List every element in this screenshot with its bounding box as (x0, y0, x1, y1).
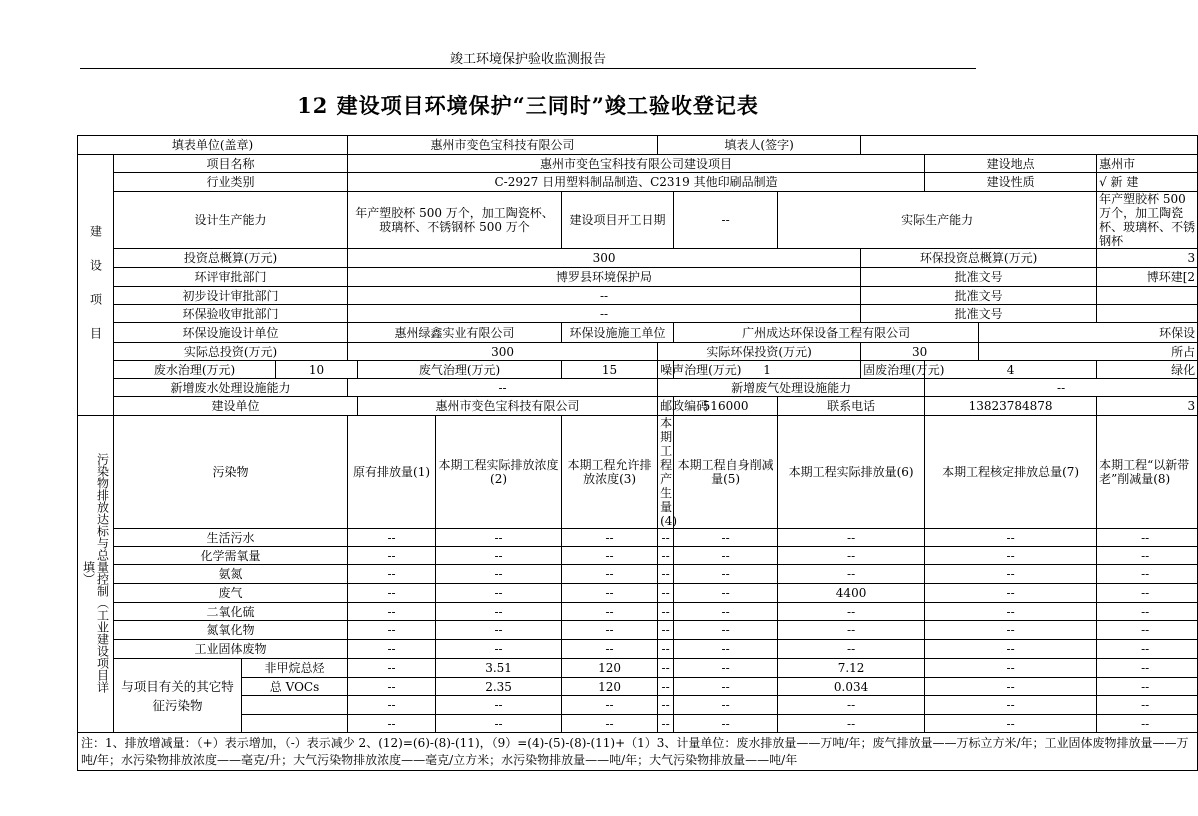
special-pollutant-name (242, 696, 348, 715)
cell: -- (348, 621, 436, 640)
approval-no-label-2: 批准文号 (861, 287, 1097, 305)
cell: -- (925, 529, 1097, 547)
cell: -- (1097, 659, 1198, 678)
cell: -- (348, 529, 436, 547)
special-pollutant-row (78, 659, 1198, 678)
pollutant-row (78, 547, 1198, 565)
approval-no-label-1: 批准文号 (861, 268, 1097, 287)
special-pollutant-row (78, 715, 1198, 733)
design-capacity-label: 设计生产能力 (114, 192, 348, 249)
special-pollutant-row (78, 678, 1198, 696)
header-rule (80, 68, 976, 69)
postcode-label: 邮政编码 (658, 397, 674, 416)
cell: -- (348, 678, 436, 696)
cell: -- (778, 529, 925, 547)
phone-label: 联系电话 (778, 397, 925, 416)
construction-unit-label: 建设单位 (114, 397, 358, 416)
cell: -- (674, 603, 778, 621)
cell: 7.12 (778, 659, 925, 678)
project-name-value: 惠州市变色宝科技有限公司建设项目 (348, 155, 925, 173)
cell: -- (658, 547, 674, 565)
cell: -- (674, 696, 778, 715)
pollutant-name: 氨氮 (114, 565, 348, 584)
site-value: 惠州市 (1097, 155, 1198, 173)
cell: -- (562, 565, 658, 584)
start-date-value: -- (674, 192, 778, 249)
cell: -- (925, 659, 1097, 678)
cell: -- (1097, 715, 1198, 733)
cell: -- (562, 696, 658, 715)
waste-gas-cost-value: 15 (562, 361, 658, 379)
postcode-value: 516000 (674, 397, 778, 416)
env-design-unit-value: 惠州绿鑫实业有限公司 (348, 323, 562, 343)
phone-value: 13823784878 (925, 397, 1097, 416)
cell: -- (348, 565, 436, 584)
cell: -- (778, 640, 925, 659)
new-waste-gas-capacity-value: -- (925, 379, 1198, 397)
special-pollutant-name (242, 715, 348, 733)
cell: -- (778, 621, 925, 640)
cell: -- (436, 547, 562, 565)
greening-cost-label: 绿化 (1097, 361, 1198, 379)
total-investment-label: 实际总投资(万元) (114, 343, 348, 361)
section-pollutant-emission (78, 416, 114, 733)
cell: -- (674, 547, 778, 565)
cell: -- (562, 603, 658, 621)
pollutant-header: 污染物 (114, 416, 348, 529)
cell: -- (658, 678, 674, 696)
cell: -- (925, 584, 1097, 603)
cell: 3.51 (436, 659, 562, 678)
project-name-label: 项目名称 (114, 155, 348, 173)
cell: -- (436, 640, 562, 659)
construction-unit-extra: 3 (1097, 397, 1198, 416)
cell: 0.034 (778, 678, 925, 696)
total-investment-value: 300 (348, 343, 658, 361)
new-wastewater-capacity-label: 新增废水处理设施能力 (114, 379, 348, 397)
cell: -- (925, 696, 1097, 715)
section-construction-project (78, 155, 114, 416)
filler-signature (861, 136, 1198, 155)
cell: -- (658, 659, 674, 678)
cell: -- (674, 529, 778, 547)
fill-unit-label: 填表单位(盖章) (78, 136, 348, 155)
pollutant-name: 工业固体废物 (114, 640, 348, 659)
cell: -- (348, 715, 436, 733)
cell: -- (562, 640, 658, 659)
wastewater-cost-label: 废水治理(万元) (114, 361, 276, 379)
cell: -- (562, 547, 658, 565)
filler-label: 填表人(签字) (658, 136, 861, 155)
prelim-dept-label: 初步设计审批部门 (114, 287, 348, 305)
cell: -- (674, 715, 778, 733)
waste-gas-cost-label: 废气治理(万元) (358, 361, 562, 379)
approval-no-value-2 (1097, 287, 1198, 305)
cell: -- (1097, 565, 1198, 584)
noise-cost-label: 噪声治理(万元) (658, 361, 674, 379)
solid-waste-cost-value: 4 (925, 361, 1097, 379)
investment-value: 300 (348, 249, 861, 268)
cell: -- (348, 659, 436, 678)
cell: -- (348, 584, 436, 603)
investment-label: 投资总概算(万元) (114, 249, 348, 268)
approval-no-label-3: 批准文号 (861, 305, 1097, 323)
approval-no-value-3 (1097, 305, 1198, 323)
section-pollutant-label: 污染物排放达标与总量控制（工业建设项目详填） (81, 452, 110, 693)
cell: -- (436, 603, 562, 621)
col-generation: 本期工程产生量(4) (658, 416, 674, 529)
site-label: 建设地点 (925, 155, 1097, 173)
page-header: 竣工环境保护验收监测报告 (449, 52, 606, 67)
cell: -- (348, 547, 436, 565)
eia-dept-label: 环评审批部门 (114, 268, 348, 287)
registration-table-wrap (77, 135, 1196, 767)
pollutant-row (78, 640, 1198, 659)
cell: -- (436, 621, 562, 640)
prelim-dept-value: -- (348, 287, 861, 305)
col-actual-concentration: 本期工程实际排放浓度(2) (436, 416, 562, 529)
cell: -- (658, 621, 674, 640)
cell: -- (658, 696, 674, 715)
cell: -- (562, 584, 658, 603)
col-self-reduction: 本期工程自身削减量(5) (674, 416, 778, 529)
cell: -- (778, 696, 925, 715)
fill-unit-value: 惠州市变色宝科技有限公司 (348, 136, 658, 155)
special-pollutant-name: 非甲烷总烃 (242, 659, 348, 678)
cell: -- (674, 678, 778, 696)
pollutant-row (78, 603, 1198, 621)
cell: -- (1097, 621, 1198, 640)
cell: -- (562, 529, 658, 547)
cell: -- (658, 715, 674, 733)
col-original-emission: 原有排放量(1) (348, 416, 436, 529)
investment-ratio-label: 所占 (979, 343, 1198, 361)
cell: -- (925, 640, 1097, 659)
new-wastewater-capacity-value: -- (348, 379, 658, 397)
approval-no-value-1: 博环建[2 (1097, 268, 1198, 287)
cell: -- (778, 565, 925, 584)
col-actual-emission: 本期工程实际排放量(6) (778, 416, 925, 529)
cell: -- (925, 621, 1097, 640)
cell: -- (674, 640, 778, 659)
cell: -- (562, 621, 658, 640)
cell: -- (925, 565, 1097, 584)
cell: -- (436, 696, 562, 715)
special-pollutant-row (78, 696, 1198, 715)
cell: -- (436, 565, 562, 584)
cell: -- (925, 678, 1097, 696)
registration-table (77, 135, 1198, 771)
cell: -- (436, 715, 562, 733)
cell: 2.35 (436, 678, 562, 696)
cell: -- (348, 640, 436, 659)
eia-dept-value: 博罗县环境保护局 (348, 268, 861, 287)
acceptance-dept-value: -- (348, 305, 861, 323)
env-construct-unit-label: 环保设施施工单位 (562, 323, 674, 343)
new-waste-gas-capacity-label: 新增废气处理设施能力 (658, 379, 925, 397)
env-monitor-unit-label: 环保设 (979, 323, 1198, 343)
nature-value: √ 新 建 (1097, 173, 1198, 192)
cell: -- (925, 715, 1097, 733)
actual-capacity-label: 实际生产能力 (778, 192, 1097, 249)
actual-env-investment-label: 实际环保投资(万元) (658, 343, 861, 361)
cell: -- (674, 584, 778, 603)
cell: -- (1097, 547, 1198, 565)
cell: -- (778, 603, 925, 621)
section-construction-label: 建 设 项 目 (88, 224, 103, 343)
noise-cost-value: 1 (674, 361, 861, 379)
cell: -- (436, 529, 562, 547)
cell: 4400 (778, 584, 925, 603)
cell: -- (658, 603, 674, 621)
cell: -- (348, 696, 436, 715)
cell: -- (658, 584, 674, 603)
cell: -- (658, 529, 674, 547)
design-capacity-value: 年产塑胶杯 500 万个，加工陶瓷杯、玻璃杯、不锈钢杯 500 万个 (348, 192, 562, 249)
actual-capacity-value: 年产塑胶杯 500 万个，加工陶瓷杯、玻璃杯、不锈钢杯 (1097, 192, 1198, 249)
cell: 120 (562, 678, 658, 696)
col-old-reduction: 本期工程“以新带老”削减量(8) (1097, 416, 1198, 529)
cell: -- (658, 565, 674, 584)
cell: -- (925, 547, 1097, 565)
cell: -- (1097, 603, 1198, 621)
pollutant-row (78, 565, 1198, 584)
nature-label: 建设性质 (925, 173, 1097, 192)
cell: -- (674, 621, 778, 640)
cell: -- (925, 603, 1097, 621)
acceptance-dept-label: 环保验收审批部门 (114, 305, 348, 323)
cell: 120 (562, 659, 658, 678)
pollutant-name: 废气 (114, 584, 348, 603)
col-allowed-concentration: 本期工程允许排放浓度(3) (562, 416, 658, 529)
cell: -- (778, 715, 925, 733)
industry-label: 行业类别 (114, 173, 348, 192)
env-investment-label: 环保投资总概算(万元) (861, 249, 1097, 268)
special-pollutant-name: 总 VOCs (242, 678, 348, 696)
construction-unit-value: 惠州市变色宝科技有限公司 (358, 397, 658, 416)
env-design-unit-label: 环保设施设计单位 (114, 323, 348, 343)
cell: -- (1097, 584, 1198, 603)
col-approved-total: 本期工程核定排放总量(7) (925, 416, 1097, 529)
footnote: 注：1、排放增减量：（+）表示增加，（-）表示减少 2、(12)=(6)-(8)-(11)，（9）=(4)-(5)-(8)-(11)+（1）3、计量单位：废水排放量——万吨/年；废气排放量——万标立方米/年；工业固体废物排放量——万吨/年；水污染物排放浓度——毫克/升；大气污染物排放浓度——毫克/立方米；水污染物排放量——吨/年；大气污染物排放量——吨/年 (78, 733, 1198, 771)
pollutant-name: 氮氧化物 (114, 621, 348, 640)
industry-value: C-2927 日用塑料制品制造、C2319 其他印刷品制造 (348, 173, 925, 192)
cell: -- (674, 659, 778, 678)
cell: -- (436, 584, 562, 603)
env-investment-value: 3 (1097, 249, 1198, 268)
start-date-label: 建设项目开工日期 (562, 192, 674, 249)
actual-env-investment-value: 30 (861, 343, 979, 361)
pollutant-row (78, 529, 1198, 547)
cell: -- (562, 715, 658, 733)
solid-waste-cost-label: 固废治理(万元) (861, 361, 925, 379)
cell: -- (348, 603, 436, 621)
form-title: 12 建设项目环境保护“三同时”竣工验收登记表 (297, 93, 759, 118)
pollutant-row (78, 584, 1198, 603)
pollutant-row (78, 621, 1198, 640)
cell: -- (1097, 640, 1198, 659)
pollutant-name: 化学需氧量 (114, 547, 348, 565)
wastewater-cost-value: 10 (276, 361, 358, 379)
cell: -- (1097, 678, 1198, 696)
cell: -- (658, 640, 674, 659)
special-pollutants-label: 与项目有关的其它特征污染物 (114, 659, 242, 733)
cell: -- (1097, 529, 1198, 547)
env-construct-unit-value: 广州成达环保设备工程有限公司 (674, 323, 979, 343)
cell: -- (1097, 696, 1198, 715)
cell: -- (778, 547, 925, 565)
cell: -- (674, 565, 778, 584)
pollutant-name: 二氧化硫 (114, 603, 348, 621)
pollutant-name: 生活污水 (114, 529, 348, 547)
